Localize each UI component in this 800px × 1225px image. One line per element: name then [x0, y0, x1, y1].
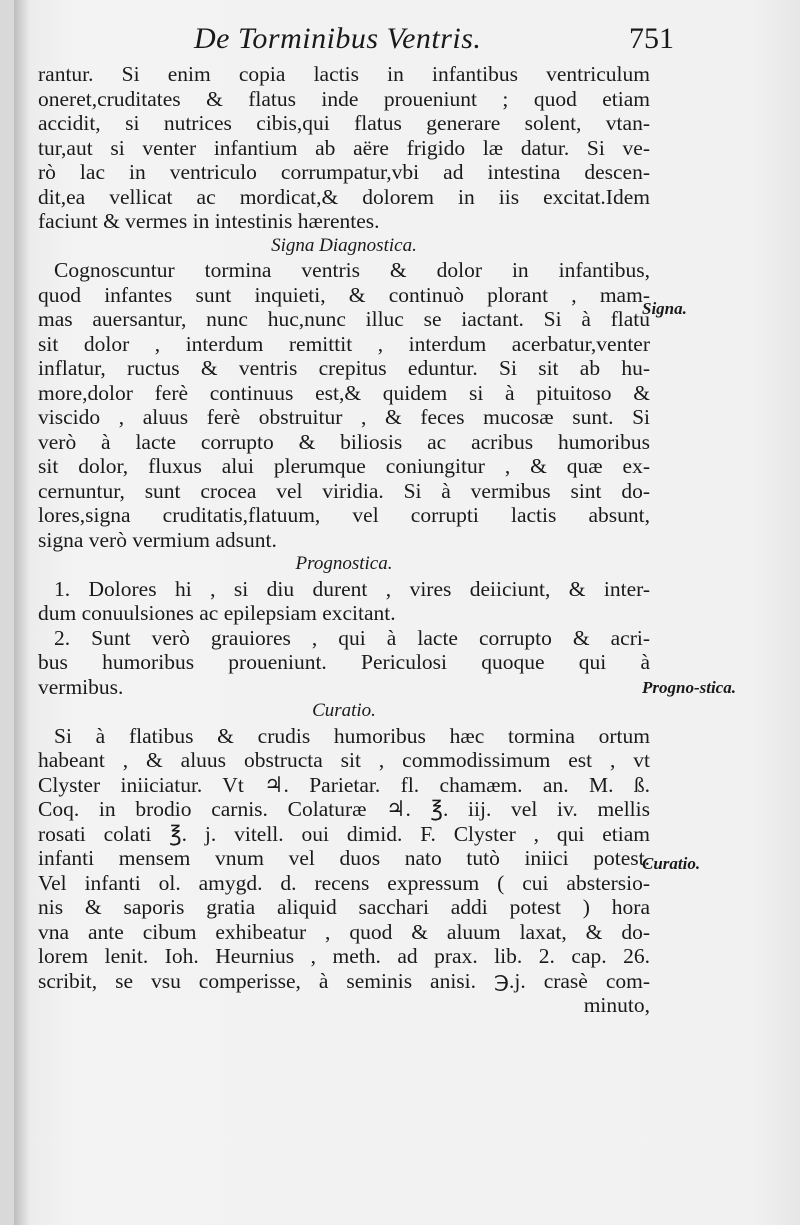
text-line: inflatur, ructus & ventris crepitus eduntur. Si sit ab hu- [38, 356, 650, 380]
text-line: infanti mensem vnum vel duos nato tutò iniici potest. [38, 846, 650, 870]
text-line: Coq. in brodio carnis. Colaturæ ♃. ℥. iij. vel iv. mellis [38, 797, 650, 821]
text-line: vermibus. [38, 674, 124, 699]
text-line: signa verò vermium adsunt. [38, 527, 277, 552]
text-line: faciunt & vermes in intestinis hærentes. [38, 209, 380, 233]
text-line: Si à flatibus & crudis humoribus hæc tormina ortum [54, 723, 650, 748]
margin-note-curatio: Curatio. [642, 854, 701, 873]
text-line: dit,ea vellicat ac mordicat,& dolorem in iis excitat.Idem [38, 184, 650, 209]
text-line: sit dolor , interdum remittit , interdum acerbatur,venter [38, 331, 650, 356]
text-line: accidit, si nutrices cibis,qui flatus generare solent, vtan- [38, 111, 650, 135]
text-line: verò à lacte corrupto & biliosis ac acribus humoribus [38, 429, 650, 454]
text-line: Cognoscuntur tormina ventris & dolor in infantibus, [54, 258, 650, 282]
section-heading-diagnostica: Signa Diagnostica. [271, 234, 417, 256]
text-line: rò lac in ventriculo corrumpatur,vbi ad intestina descen- [38, 160, 650, 184]
text-line: minuto, [583, 993, 650, 1017]
book-page [14, 0, 800, 1225]
text-line: viscido , aluus ferè obstruitur , & feces mucosæ sunt. Si [38, 405, 650, 429]
page-header [194, 22, 674, 62]
text-line: Vel infanti ol. amygd. d. recens expressum ( cui abstersio- [38, 870, 650, 895]
text-line: quod infantes sunt inquieti, & continuò plorant , mam- [38, 282, 650, 307]
text-line: nis & saporis gratia aliquid sacchari addi potest ) hora [38, 895, 650, 919]
text-line: sit dolor, fluxus alui plerumque coniungitur , & quæ ex- [38, 454, 650, 478]
page-number: 751 [629, 22, 674, 55]
text-line: bus humoribus proueniunt. Periculosi quoque qui à [38, 650, 650, 674]
text-line: habeant , & aluus obstructa sit , commodissimum est , vt [38, 748, 650, 772]
text-line: scribit, se vsu comperisse, à seminis anisi. ℈.j. crasè com- [38, 968, 650, 993]
text-line: dum conuulsiones ac epilepsiam excitant. [38, 601, 396, 625]
text-line: lorem lenit. Ioh. Heurnius , meth. ad prax. lib. 2. cap. 26. [38, 944, 650, 968]
text-line: mas auersantur, nunc huc,nunc illuc se iactant. Si à flatu [38, 307, 650, 331]
text-line: rantur. Si enim copia lactis in infantibus ventriculum [38, 62, 650, 86]
section-heading-prognostica: Prognostica. [295, 553, 393, 574]
text-line: tur,aut si venter infantium ab aëre frigido læ datur. Si ve- [38, 135, 650, 160]
margin-note-prognostica: Progno-stica. [642, 678, 736, 697]
running-title: De Torminibus Ventris. [194, 22, 482, 55]
text-column [38, 62, 650, 1018]
section-heading-curatio: Curatio. [312, 700, 376, 721]
text-line: 2. Sunt verò grauiores , qui à lacte corrupto & acri- [54, 625, 650, 650]
text-line: more,dolor ferè continuus est,& quidem si à pituitoso & [38, 380, 650, 405]
text-line: lores,signa cruditatis,flatuum, vel corrupti lactis absunt, [38, 503, 650, 527]
margin-note-signa: Signa. [642, 299, 687, 318]
text-line: cernuntur, sunt crocea vel viridia. Si à vermibus sint do- [38, 478, 650, 503]
text-line: Clyster iniiciatur. Vt ♃. Parietar. fl. chamæm. an. M. ß. [38, 772, 650, 797]
text-line: oneret,cruditates & flatus inde proueniunt ; quod etiam [38, 86, 650, 111]
text-line: rosati colati ℥. j. vitell. oui dimid. F. Clyster , qui etiam [38, 821, 650, 846]
text-line: 1. Dolores hi , si diu durent , vires deiiciunt, & inter- [54, 576, 650, 601]
text-line: vna ante cibum exhibeatur , quod & aluum laxat, & do- [38, 919, 650, 944]
